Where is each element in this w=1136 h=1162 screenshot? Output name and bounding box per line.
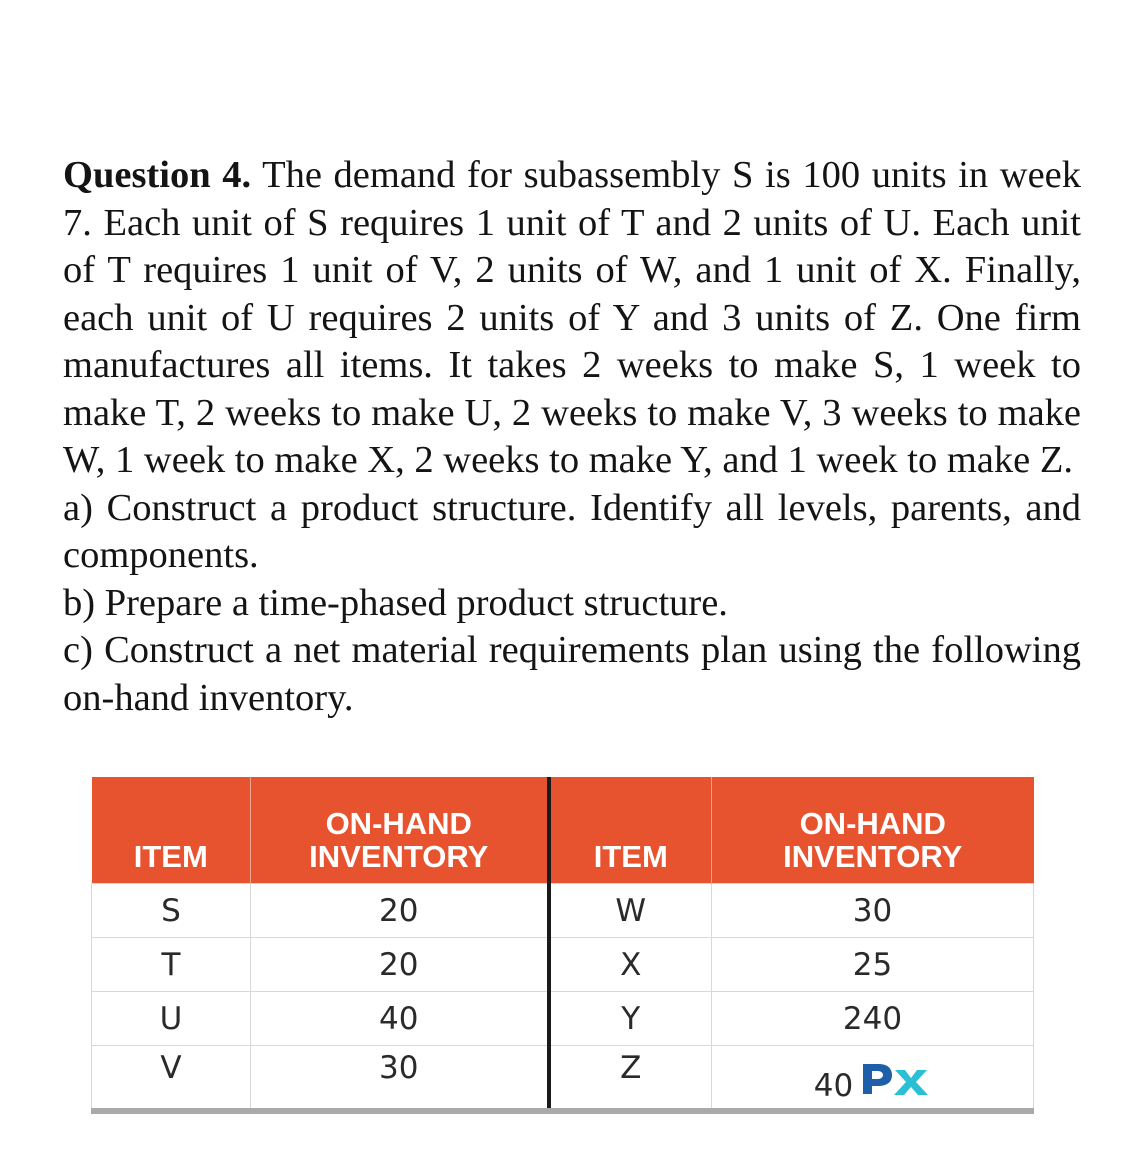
question-body: The demand for subassembly S is 100 units in week 7. Each unit of S requires 1 unit of T and 2 units of U. Each unit of T requires 1 unit of V, 2 units of W, and 1 unit of X. Finally, each unit of U requires 2 units of Y and 3 units of Z. One firm manufactures all items. It takes 2 weeks to make S, 1 week to make T, 2 weeks to make U, 2 weeks to make V, 3 weeks to make W, 1 week to make X, 2 weeks to make Y, and 1 week to make Z. — [63, 154, 1082, 481]
px-logo-icon — [861, 1062, 931, 1096]
table-header-row — [92, 777, 1034, 884]
header-onhand-left: ON-HAND INVENTORY — [251, 777, 549, 884]
cell-item-left: U — [92, 992, 251, 1046]
cell-item-left: V — [92, 1046, 251, 1112]
on-hand-inventory-table — [91, 777, 1034, 1114]
table-row — [92, 1046, 1034, 1112]
question-number: Question 4. — [63, 154, 252, 196]
table-row — [92, 992, 1034, 1046]
table-row — [92, 938, 1034, 992]
cell-onhand-right-value: 40 — [813, 1068, 854, 1104]
cell-onhand-right: 25 — [712, 938, 1034, 992]
cell-item-right: Y — [549, 992, 712, 1046]
question-text-block — [63, 152, 1081, 722]
header-item-right: ITEM — [549, 777, 712, 884]
cell-item-right: X — [549, 938, 712, 992]
cell-item-right: Z — [549, 1046, 712, 1112]
question-part-a: a) Construct a product structure. Identify all levels, parents, and components. — [63, 486, 1081, 576]
cell-item-left: S — [92, 884, 251, 938]
cell-item-left: T — [92, 938, 251, 992]
cell-onhand-left: 20 — [251, 884, 549, 938]
cell-onhand-left: 20 — [251, 938, 549, 992]
cell-item-right: W — [549, 884, 712, 938]
cell-onhand-right: 30 — [712, 884, 1034, 938]
cell-onhand-left: 30 — [251, 1046, 549, 1112]
header-item-left: ITEM — [92, 777, 251, 884]
cell-onhand-left: 40 — [251, 992, 549, 1046]
table-row — [92, 884, 1034, 938]
cell-onhand-right: 240 — [712, 992, 1034, 1046]
question-part-b: b) Prepare a time-phased product structure. — [63, 581, 728, 624]
question-part-c: c) Construct a net material requirements plan using the following on-hand inventory. — [63, 629, 1081, 719]
cell-onhand-right — [712, 1046, 1034, 1112]
header-onhand-right: ON-HAND INVENTORY — [712, 777, 1034, 884]
question-paragraph — [63, 152, 1081, 485]
